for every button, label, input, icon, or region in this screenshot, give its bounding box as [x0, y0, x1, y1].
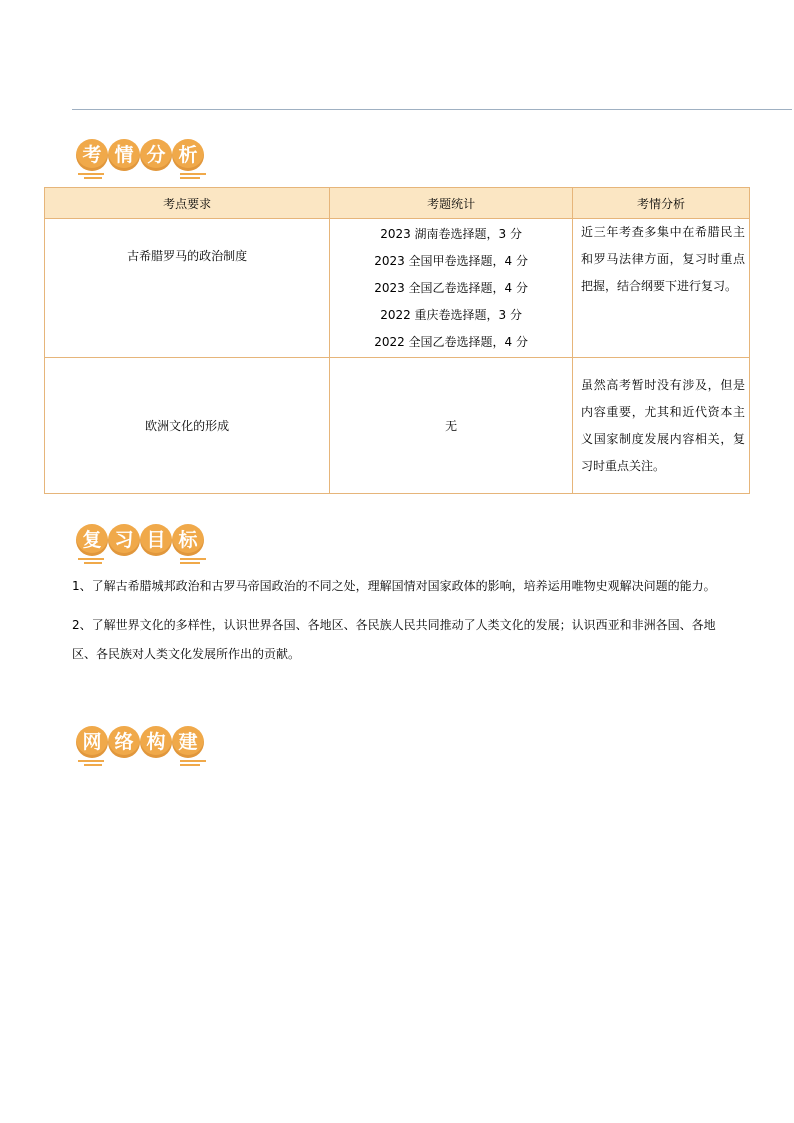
title-char: 复	[76, 524, 108, 556]
objective-item: 1、了解古希腊城邦政治和古罗马帝国政治的不同之处，理解国情对国家政体的影响，培养运用唯物史观解决问题的能力。	[72, 579, 716, 593]
title-char: 络	[108, 726, 140, 758]
stat-line: 2023 湖南卷选择题，3 分	[380, 226, 522, 241]
stats-cell	[330, 219, 573, 358]
decor-line	[84, 562, 102, 564]
exam-stats-table	[44, 187, 750, 494]
stat-line: 2022 重庆卷选择题，3 分	[380, 307, 522, 322]
table-row	[45, 358, 750, 494]
analysis-cell: 虽然高考暂时没有涉及，但是内容重要，尤其和近代资本主义国家制度发展内容相关，复习时重点关注。	[573, 358, 750, 494]
decor-line	[78, 173, 104, 175]
decor-line	[84, 177, 102, 179]
topic-cell: 欧洲文化的形成	[45, 358, 330, 494]
analysis-cell: 近三年考查多集中在希腊民主和罗马法律方面，复习时重点把握，结合纲要下进行复习。	[573, 219, 750, 358]
header-rule	[72, 109, 792, 110]
title-char: 网	[76, 726, 108, 758]
objectives-list	[72, 572, 732, 679]
title-char: 构	[140, 726, 172, 758]
title-char: 习	[108, 524, 140, 556]
section-title-review-goals	[76, 524, 208, 566]
decor-line	[180, 562, 200, 564]
table-row	[45, 219, 750, 358]
stat-line: 2023 全国乙卷选择题，4 分	[374, 280, 528, 295]
section-title-knowledge-network	[76, 726, 208, 768]
decor-line	[180, 177, 200, 179]
title-char: 分	[140, 139, 172, 171]
column-header: 考题统计	[330, 188, 573, 219]
decor-line	[180, 173, 206, 175]
title-char: 考	[76, 139, 108, 171]
table-header-row	[45, 188, 750, 219]
title-char: 标	[172, 524, 204, 556]
decor-line	[78, 558, 104, 560]
column-header: 考点要求	[45, 188, 330, 219]
decor-line	[180, 764, 200, 766]
decor-line	[84, 764, 102, 766]
title-char: 建	[172, 726, 204, 758]
title-char: 目	[140, 524, 172, 556]
title-char: 情	[108, 139, 140, 171]
decor-line	[180, 558, 206, 560]
section-title-exam-analysis	[76, 139, 208, 181]
stat-line: 2023 全国甲卷选择题，4 分	[374, 253, 528, 268]
stats-cell: 无	[330, 358, 573, 494]
topic-cell: 古希腊罗马的政治制度	[45, 219, 330, 358]
title-char: 析	[172, 139, 204, 171]
decor-line	[78, 760, 104, 762]
stat-line: 2022 全国乙卷选择题，4 分	[374, 334, 528, 349]
objective-item: 2、了解世界文化的多样性，认识世界各国、各地区、各民族人民共同推动了人类文化的发展；认识西亚和非洲各国、各地区、各民族对人类文化发展所作出的贡献。	[72, 618, 716, 661]
decor-line	[180, 760, 206, 762]
column-header: 考情分析	[573, 188, 750, 219]
